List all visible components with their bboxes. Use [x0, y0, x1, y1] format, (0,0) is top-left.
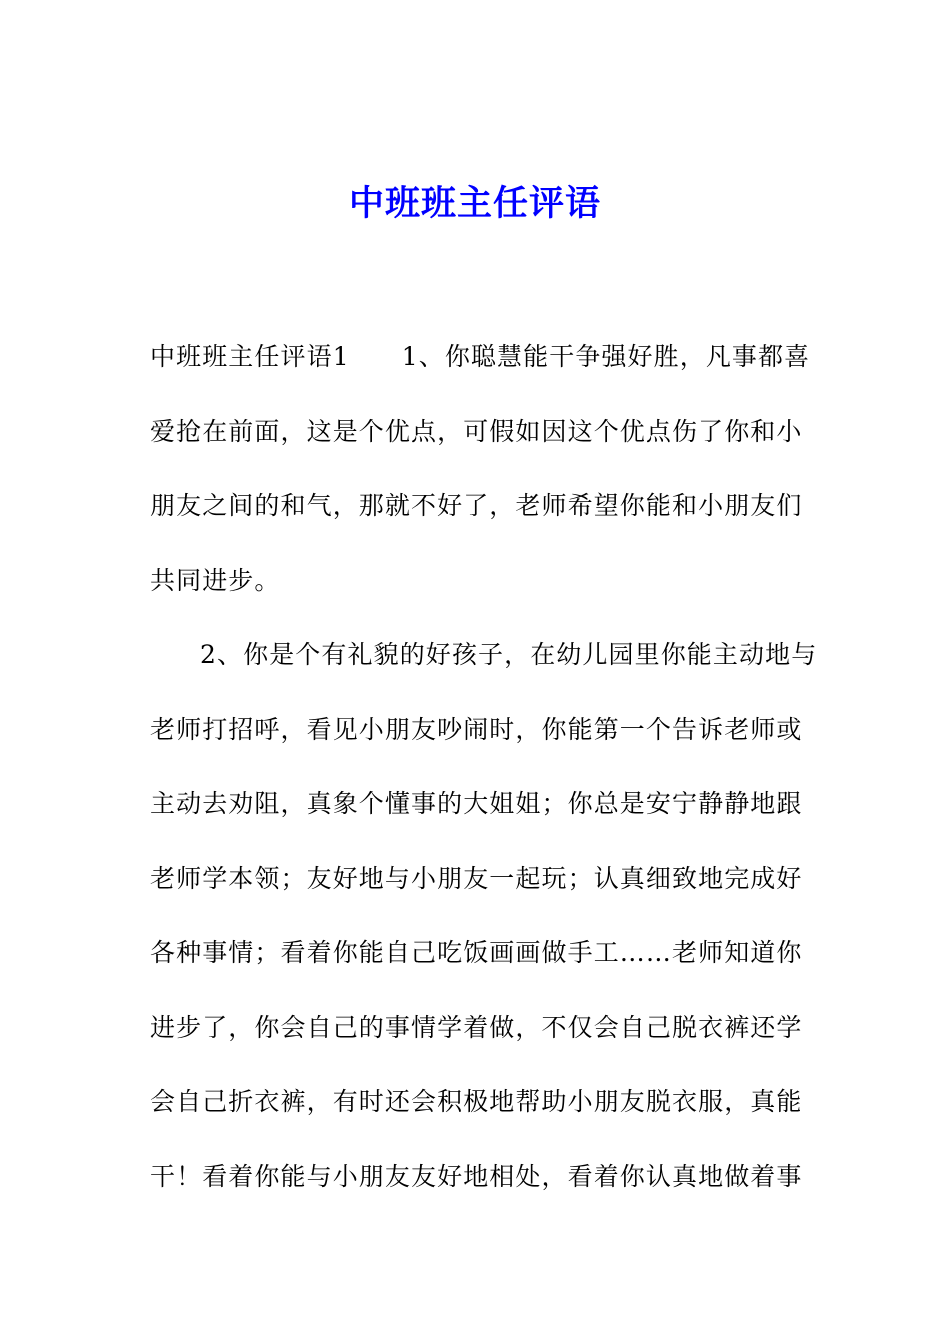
line-text: 2、你是个有礼貌的好孩子，在幼儿园里你能主动地与	[200, 640, 818, 669]
text-line-7: 主动去劝阻，真象个懂事的大姐姐；你总是安宁静静地跟	[150, 789, 803, 818]
text-line-3: 朋友之间的和气，那就不好了，老师希望你能和小朋友们	[150, 491, 803, 520]
text-line-6: 老师打招呼，看见小朋友吵闹时，你能第一个告诉老师或	[150, 714, 803, 744]
document-title: 中班班主任评语	[348, 183, 601, 224]
text-line-11: 会自己折衣裤，有时还会积极地帮助小朋友脱衣服，真能	[150, 1087, 803, 1116]
text-line-10: 进步了，你会自己的事情学着做，不仅会自己脱衣裤还学	[150, 1012, 803, 1042]
text-line-1	[150, 320, 810, 395]
text-line-5	[150, 618, 818, 693]
text-line-9: 各种事情；看着你能自己吃饭画画做手工……老师知道你	[150, 938, 803, 967]
text-line-12: 干！看着你能与小朋友友好地相处，看着你认真地做着事	[150, 1161, 803, 1191]
text-line-2: 爱抢在前面，这是个优点，可假如因这个优点伤了你和小	[150, 416, 803, 446]
text-line-8: 老师学本领；友好地与小朋友一起玩；认真细致地完成好	[150, 863, 803, 893]
text-line-4: 共同进步。	[150, 565, 281, 595]
document-body	[150, 320, 818, 1214]
line-text: 1、你聪慧能干争强好胜，凡事都喜	[401, 342, 811, 371]
section-heading: 中班班主任评语1	[150, 342, 350, 371]
